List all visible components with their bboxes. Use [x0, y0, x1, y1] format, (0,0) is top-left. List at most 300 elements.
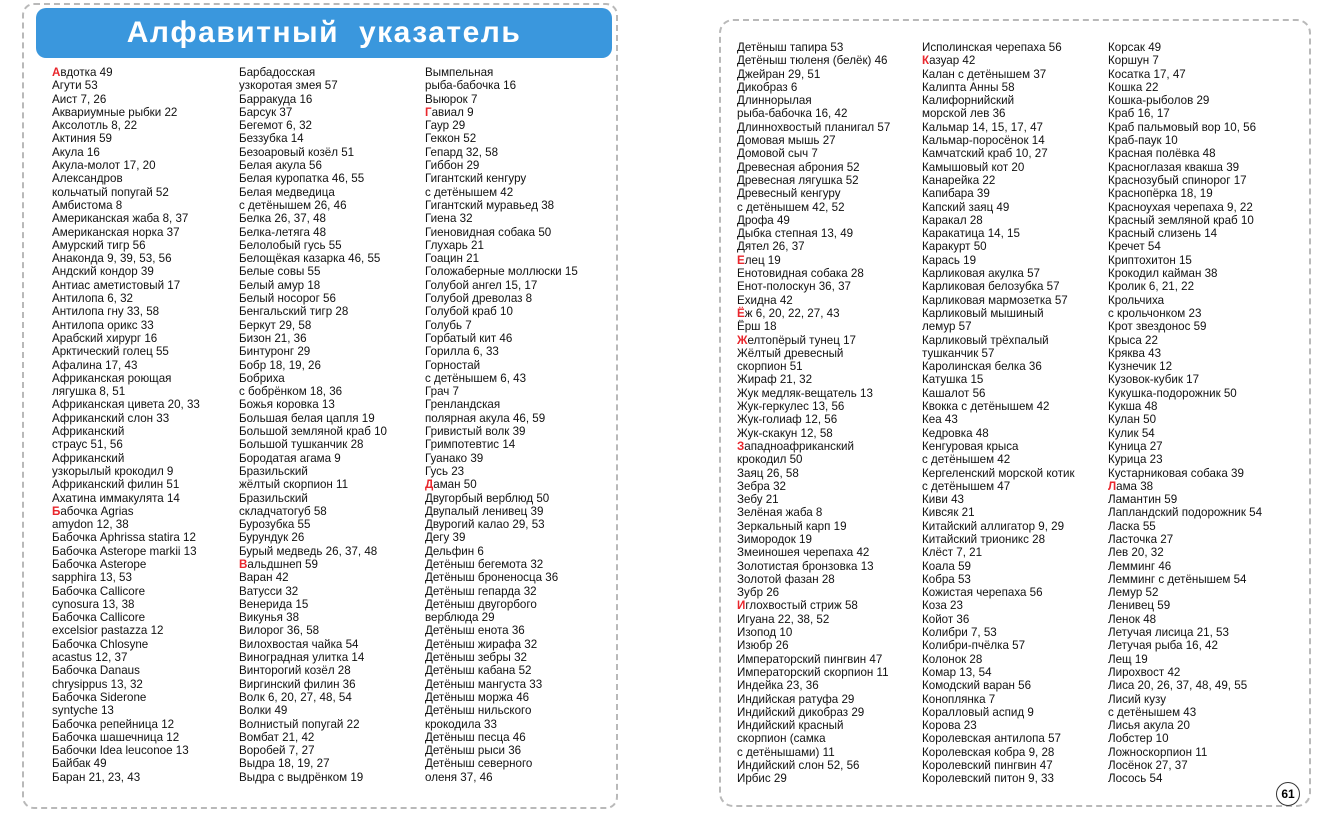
index-entry: Бенгальский тигр 28: [239, 305, 349, 319]
index-entry: Бабочка Danaus: [52, 664, 140, 678]
index-entry: Двупалый ленивец 39: [425, 504, 544, 518]
index-entry: acastus 12, 37: [52, 651, 128, 665]
index-entry: Африканский филин 51: [52, 478, 180, 492]
index-entry: Гривистый волк 39: [425, 425, 526, 439]
index-entry: Белая куропатка 46, 55: [239, 172, 365, 186]
index-entry: Детёныш зебры 32: [425, 651, 527, 665]
index-entry: Варан 42: [239, 571, 289, 585]
index-entry: Канарейка 22: [922, 173, 996, 187]
index-entry: Вымпельная: [425, 66, 494, 79]
index-entry: Бабочка Agrias: [52, 504, 134, 518]
index-entry: Арктический голец 55: [52, 345, 169, 359]
index-entry: Коала 59: [922, 559, 971, 573]
index-entry: крокодил 50: [737, 453, 803, 467]
index-entry: Королевская кобра 9, 28: [922, 745, 1055, 759]
index-entry: полярная акула 46, 59: [425, 411, 546, 425]
index-entry: cynosura 13, 38: [52, 597, 135, 611]
index-entry: Ватусси 32: [239, 584, 299, 598]
index-entry: Голожаберные моллюски 15: [425, 265, 578, 279]
index-entry: Коза 23: [922, 599, 963, 613]
index-entry: Бабочка Asterope: [52, 557, 147, 571]
index-entry: Белая медведица: [239, 185, 335, 199]
index-entry: Бурый медведь 26, 37, 48: [239, 544, 378, 558]
index-entry: Зебра 32: [737, 479, 786, 493]
index-entry: лемур 57: [922, 320, 972, 334]
index-entry: Бородатая агама 9: [239, 451, 341, 465]
index-entry: Детёныш песца 46: [425, 730, 526, 744]
page-number-badge: [1276, 782, 1300, 806]
index-entry: Крот звездонос 59: [1108, 320, 1207, 334]
index-entry: Афалина 17, 43: [52, 358, 138, 372]
index-entry: жёлтый скорпион 11: [239, 478, 349, 492]
index-entry: морской лев 36: [922, 107, 1006, 121]
index-entry: Гуанако 39: [425, 451, 484, 465]
index-entry: Карликовая мармозетка 57: [922, 293, 1068, 307]
index-entry: Бобр 18, 19, 26: [239, 358, 321, 372]
index-entry: Авдотка 49: [52, 66, 113, 79]
index-entry: Александров: [52, 172, 123, 186]
index-entry: с детёнышем 43: [1108, 705, 1197, 719]
index-entry: Золотой фазан 28: [737, 572, 835, 586]
index-entry: Детёныш северного: [425, 757, 533, 771]
index-entry: Антилопа орикс 33: [52, 318, 154, 332]
index-entry: Выюрок 7: [425, 92, 478, 106]
index-entry: Лисий кузу: [1108, 692, 1167, 706]
index-column-5: [922, 41, 1075, 786]
index-entry: Кречет 54: [1108, 240, 1161, 254]
index-entry: Гренландская: [425, 398, 501, 412]
index-entry: узкорылый крокодил 9: [52, 464, 174, 478]
index-entry: Американская норка 37: [52, 225, 180, 239]
index-entry: Лисья акула 20: [1108, 719, 1190, 733]
index-entry: Горностай: [425, 358, 481, 372]
index-entry: с крольчонком 23: [1108, 306, 1202, 320]
index-entry: Комодский варан 56: [922, 679, 1032, 693]
index-entry: Грач 7: [425, 385, 459, 399]
index-entry: Крольчиха: [1108, 293, 1165, 307]
index-entry: Колибри-пчёлка 57: [922, 639, 1026, 653]
index-entry: Бабочка репейница 12: [52, 717, 175, 731]
index-entry: Жук-голиаф 12, 56: [737, 413, 838, 427]
index-entry: Клёст 7, 21: [922, 546, 983, 560]
index-entry: Горбатый кит 46: [425, 331, 513, 345]
index-entry: Колонок 28: [922, 652, 983, 666]
index-entry: Королевская антилопа 57: [922, 732, 1061, 746]
index-entry: Летучая рыба 16, 42: [1108, 639, 1218, 653]
index-entry: с детёнышем 6, 43: [425, 371, 527, 385]
index-entry: Белая акула 56: [239, 159, 322, 173]
index-entry: Бурозубка 55: [239, 518, 311, 532]
index-entry: Голубой древолаз 8: [425, 292, 533, 306]
index-entry: Краб 16, 17: [1108, 107, 1170, 121]
index-entry: Кузнечик 12: [1108, 360, 1173, 374]
index-entry: Королевский пингвин 47: [922, 759, 1053, 773]
index-entry: Акула 16: [52, 145, 100, 159]
index-entry: Кулик 54: [1108, 426, 1155, 440]
index-entry: Детёныш тюленя (белёк) 46: [737, 54, 888, 68]
index-entry: amydon 12, 38: [52, 518, 129, 532]
index-entry: chrysippus 13, 32: [52, 677, 143, 691]
index-entry: Длиннохвостый планигал 57: [737, 120, 891, 134]
index-entry: Бабочка Asterope markii 13: [52, 544, 197, 558]
index-entry: Выдра 18, 19, 27: [239, 757, 330, 771]
index-entry: Двурогий калао 29, 53: [425, 518, 545, 532]
index-entry: Бобриха: [239, 371, 285, 385]
index-entry: Домовой сыч 7: [737, 147, 818, 161]
index-entry: Волнистый попугай 22: [239, 717, 360, 731]
index-entry: Гигантский муравьед 38: [425, 198, 555, 212]
index-entry: Беркут 29, 58: [239, 318, 312, 332]
index-entry: Бразильский: [239, 491, 308, 505]
index-entry: Корсак 49: [1108, 41, 1162, 54]
index-entry: Виргинский филин 36: [239, 677, 356, 691]
index-entry: кольчатый попугай 52: [52, 185, 169, 199]
index-entry: Бабочка Aphrissa statira 12: [52, 531, 196, 545]
index-entry: Ёрш 18: [737, 320, 777, 334]
index-entry: Жираф 21, 32: [737, 373, 813, 387]
index-entry: Каракатица 14, 15: [922, 227, 1020, 241]
index-entry: Выдра с выдрёнком 19: [239, 770, 364, 784]
index-entry: Детёныш нильского: [425, 704, 532, 718]
index-entry: Вилохвостая чайка 54: [239, 637, 359, 651]
index-entry: с детёнышем 42: [425, 185, 514, 199]
index-entry: Каракурт 50: [922, 240, 987, 254]
index-entry: Лещ 19: [1108, 652, 1148, 666]
index-entry: Лосось 54: [1108, 772, 1163, 786]
index-entry: Индийский дикобраз 29: [737, 705, 865, 719]
index-entry: Капибара 39: [922, 187, 990, 201]
index-entry: Антилопа гну 33, 58: [52, 305, 160, 319]
index-entry: Волк 6, 20, 27, 48, 54: [239, 690, 352, 704]
index-entry: Кролик 6, 21, 22: [1108, 280, 1195, 294]
index-entry: Бабочка Callicore: [52, 584, 146, 598]
index-entry: Лев 20, 32: [1108, 546, 1164, 560]
index-entry: Гиеновидная собака 50: [425, 225, 552, 239]
index-entry: Барсук 37: [239, 105, 293, 119]
index-entry: Акула-молот 17, 20: [52, 159, 156, 173]
index-column-1: [52, 66, 200, 784]
index-entry: Белка 26, 37, 48: [239, 212, 327, 226]
index-entry: Детёныш двугорбого: [425, 597, 537, 611]
index-entry: Колибри 7, 53: [922, 626, 997, 640]
index-entry: Барракуда 16: [239, 92, 313, 106]
index-entry: Вилорог 36, 58: [239, 624, 320, 638]
index-entry: Андский кондор 39: [52, 265, 154, 279]
index-entry: Кашалот 56: [922, 386, 986, 400]
index-entry: Белолобый гусь 55: [239, 238, 342, 252]
index-entry: Древесный кенгуру: [737, 187, 841, 201]
index-entry: скорпион 51: [737, 360, 803, 374]
index-entry: Игуана 22, 38, 52: [737, 612, 830, 626]
index-entry: Бинтуронг 29: [239, 345, 311, 359]
index-entry: Карликовая акулка 57: [922, 267, 1040, 281]
index-entry: Индийская ратуфа 29: [737, 692, 855, 706]
index-entry: Изюбр 26: [737, 639, 789, 653]
index-entry: Дельфин 6: [425, 544, 484, 558]
index-entry: Дятел 26, 37: [737, 240, 805, 254]
index-entry: Белый амур 18: [239, 278, 321, 292]
index-entry: Ласка 55: [1108, 519, 1156, 533]
index-entry: Кенгуровая крыса: [922, 439, 1019, 453]
index-entry: Кузовок-кубик 17: [1108, 373, 1200, 387]
index-entry: Детёныш кабана 52: [425, 664, 532, 678]
index-entry: Кукша 48: [1108, 400, 1158, 414]
index-entry: Квокка с детёнышем 42: [922, 400, 1050, 414]
index-entry: Кулан 50: [1108, 413, 1157, 427]
index-entry: Жук-скакун 12, 58: [737, 426, 833, 440]
index-entry: Бабочка Callicore: [52, 611, 146, 625]
index-entry: Вальдшнеп 59: [239, 557, 318, 571]
index-entry: Коралловый аспид 9: [922, 705, 1034, 719]
index-entry: Исполинская черепаха 56: [922, 41, 1062, 54]
index-entry: Кергеленский морской котик: [922, 466, 1075, 480]
index-entry: Викунья 38: [239, 611, 300, 625]
index-entry: с детёнышем 42, 52: [737, 200, 845, 214]
index-entry: Енотовидная собака 28: [737, 267, 864, 281]
index-entry: Даман 50: [425, 478, 477, 492]
index-entry: Краснопёрка 18, 19: [1108, 187, 1213, 201]
index-entry: Бабочка Chlosyne: [52, 637, 149, 651]
index-entry: Краб пальмовый вор 10, 56: [1108, 120, 1257, 134]
index-entry: Амбистома 8: [52, 198, 123, 212]
index-entry: лягушка 8, 51: [52, 385, 126, 399]
index-entry: Антилопа 6, 32: [52, 292, 133, 306]
index-entry: Крокодил кайман 38: [1108, 267, 1218, 281]
index-entry: Аист 7, 26: [52, 92, 107, 106]
index-entry: Воробей 7, 27: [239, 744, 315, 758]
index-entry: Виноградная улитка 14: [239, 651, 365, 665]
index-entry: Краснозубый спинорог 17: [1108, 173, 1247, 187]
index-entry: Беззубка 14: [239, 132, 304, 146]
index-entry: узкоротая змея 57: [239, 79, 338, 93]
index-entry: Карликовый мышиный: [922, 306, 1044, 320]
index-entry: Гиена 32: [425, 212, 473, 226]
page-number: 61: [1281, 787, 1295, 801]
index-entry: Голубой краб 10: [425, 305, 513, 319]
index-entry: Зубр 26: [737, 586, 780, 600]
index-entry: Золотистая бронзовка 13: [737, 559, 874, 573]
index-entry: Детёныш енота 36: [425, 624, 525, 638]
index-entry: Калипта Анны 58: [922, 80, 1015, 94]
index-entry: страус 51, 56: [52, 438, 123, 452]
index-entry: Джейран 29, 51: [737, 67, 821, 81]
index-entry: Коноплянка 7: [922, 692, 996, 706]
index-entry: Большой тушканчик 28: [239, 438, 364, 452]
index-entry: с детёнышем 42: [922, 453, 1011, 467]
index-entry: Большой земляной краб 10: [239, 425, 387, 439]
index-entry: Детёныш жирафа 32: [425, 637, 538, 651]
index-entry: оленя 37, 46: [425, 770, 493, 784]
index-entry: Карликовый трёхпалый: [922, 333, 1049, 347]
index-entry: Волки 49: [239, 704, 288, 718]
index-entry: Гиббон 29: [425, 159, 480, 173]
index-entry: Красноухая черепаха 9, 22: [1108, 200, 1253, 214]
index-entry: Зеркальный карп 19: [737, 519, 847, 533]
index-entry: Аксолотль 8, 22: [52, 119, 138, 133]
index-entry: Белые совы 55: [239, 265, 321, 279]
index-entry: Детёныш тапира 53: [737, 41, 844, 54]
index-entry: Королевский питон 9, 33: [922, 772, 1054, 786]
index-entry: Бурундук 26: [239, 531, 305, 545]
index-entry: Древесная лягушка 52: [737, 173, 859, 187]
index-entry: Детёныш мангуста 33: [425, 677, 543, 691]
index-entry: Африканская роющая: [52, 371, 172, 385]
index-entry: скорпион (самка: [737, 732, 826, 746]
index-entry: Лиса 20, 26, 37, 48, 49, 55: [1108, 679, 1248, 693]
index-entry: Дикобраз 6: [737, 80, 798, 94]
title-banner: [36, 8, 612, 58]
index-column-4: [737, 41, 890, 786]
index-entry: Кукушка-подорожник 50: [1108, 386, 1237, 400]
index-entry: Комар 13, 54: [922, 665, 992, 679]
index-entry: Зимородок 19: [737, 532, 812, 546]
index-entry: Актиния 59: [52, 132, 112, 146]
index-entry: Гусь 23: [425, 464, 465, 478]
index-entry: Вомбат 21, 42: [239, 730, 315, 744]
index-entry: Красноглазая квакша 39: [1108, 160, 1240, 174]
index-entry: Лама 38: [1108, 479, 1154, 493]
index-entry: Зелёная жаба 8: [737, 506, 823, 520]
index-entry: Куница 27: [1108, 439, 1163, 453]
index-entry: Каракал 28: [922, 213, 983, 227]
index-entry: Бегемот 6, 32: [239, 119, 312, 133]
index-entry: Катушка 15: [922, 373, 984, 387]
index-entry: Зебу 21: [737, 493, 779, 507]
index-entry: Древесная аброния 52: [737, 160, 860, 174]
index-column-2: [239, 66, 387, 784]
index-entry: Глухарь 21: [425, 238, 484, 252]
index-entry: Иглохвостый стриж 58: [737, 599, 858, 613]
index-entry: Кошка 22: [1108, 80, 1159, 94]
index-entry: Кустарниковая собака 39: [1108, 466, 1244, 480]
index-entry: Коршун 7: [1108, 54, 1159, 68]
index-entry: Елец 19: [737, 253, 781, 267]
index-entry: верблюда 29: [425, 611, 495, 625]
index-entry: Красный земляной краб 10: [1108, 213, 1254, 227]
index-entry: Корова 23: [922, 719, 977, 733]
index-entry: Безоаровый козёл 51: [239, 145, 355, 159]
index-entry: с детёнышем 26, 46: [239, 198, 347, 212]
index-entry: Калифорнийский: [922, 94, 1015, 108]
index-entry: Камчатский краб 10, 27: [922, 147, 1048, 161]
index-entry: Кальмар-поросёнок 14: [922, 134, 1045, 148]
index-entry: Американская жаба 8, 37: [52, 212, 189, 226]
index-entry: Кряква 43: [1108, 346, 1162, 360]
index-entry: Жук-геркулес 13, 56: [737, 400, 845, 414]
index-entry: Лемминг с детёнышем 54: [1108, 572, 1247, 586]
index-entry: Императорский пингвин 47: [737, 652, 883, 666]
index-entry: Венерида 15: [239, 597, 309, 611]
index-entry: с бобрёнком 18, 36: [239, 385, 343, 399]
index-entry: Божья коровка 13: [239, 398, 335, 412]
index-entry: Китайский аллигатор 9, 29: [922, 519, 1065, 533]
index-column-3: [425, 66, 578, 784]
index-entry: Голубой ангел 15, 17: [425, 278, 538, 292]
index-entry: Анаконда 9, 39, 53, 56: [52, 252, 172, 266]
index-entry: Африканский: [52, 425, 125, 439]
index-entry: Детёныш броненосца 36: [425, 571, 559, 585]
index-entry: Голубь 7: [425, 318, 472, 332]
index-entry: Детёныш бегемота 32: [425, 557, 544, 571]
index-entry: Детёныш гепарда 32: [425, 584, 537, 598]
index-entry: Африканский слон 33: [52, 411, 170, 425]
index-entry: Белка-летяга 48: [239, 225, 327, 239]
index-entry: Гримпотевтис 14: [425, 438, 516, 452]
index-entry: Геккон 52: [425, 132, 477, 146]
index-entry: Ирбис 29: [737, 772, 787, 786]
index-entry: Киви 43: [922, 493, 964, 507]
index-entry: Бабочка шашечница 12: [52, 730, 180, 744]
index-entry: Китайский трионикс 28: [922, 532, 1046, 546]
index-entry: Каролинская белка 36: [922, 360, 1042, 374]
index-entry: Белощёкая казарка 46, 55: [239, 252, 381, 266]
index-entry: Антиас аметистовый 17: [52, 278, 181, 292]
index-entry: Кожистая черепаха 56: [922, 586, 1043, 600]
index-entry: складчатогуб 58: [239, 504, 327, 518]
index-entry: Карликовая белозубка 57: [922, 280, 1060, 294]
index-entry: Жёлтый древесный: [737, 346, 844, 360]
index-entry: Капский заяц 49: [922, 200, 1010, 214]
index-entry: Лосёнок 27, 37: [1108, 759, 1188, 773]
index-entry: Змеиношея черепаха 42: [737, 546, 870, 560]
index-entry: Дегу 39: [425, 531, 466, 545]
index-entry: Длиннорылая: [737, 94, 812, 108]
index-entry: Заяц 26, 58: [737, 466, 799, 480]
index-entry: Ласточка 27: [1108, 532, 1174, 546]
index-entry: Гаур 29: [425, 119, 466, 133]
index-entry: Бразильский: [239, 464, 308, 478]
index-entry: Калан с детёнышем 37: [922, 67, 1047, 81]
index-entry: Ленок 48: [1108, 612, 1157, 626]
index-entry: Белый носорог 56: [239, 292, 336, 306]
index-entry: Барбадосская: [239, 66, 316, 79]
index-entry: Лобстер 10: [1108, 732, 1169, 746]
index-entry: sapphira 13, 53: [52, 571, 132, 585]
index-entry: Криптохитон 15: [1108, 253, 1192, 267]
index-entry: Дрофа 49: [737, 213, 790, 227]
index-entry: Бабочка Siderone: [52, 690, 147, 704]
index-entry: рыба-бабочка 16, 42: [737, 107, 848, 121]
index-entry: Дыбка степная 13, 49: [737, 227, 854, 241]
index-entry: с детёнышами) 11: [737, 745, 835, 759]
index-entry: Горилла 6, 33: [425, 345, 499, 359]
index-entry: рыба-бабочка 16: [425, 79, 517, 93]
index-entry: Кивсяк 21: [922, 506, 975, 520]
index-entry: Желтопёрый тунец 17: [737, 333, 856, 347]
index-entry: Камышовый кот 20: [922, 160, 1025, 174]
index-entry: Лемур 52: [1108, 586, 1159, 600]
page-title: Алфавитный указатель: [126, 16, 522, 49]
index-entry: Красная полёвка 48: [1108, 147, 1216, 161]
index-entry: Карась 19: [922, 253, 977, 267]
index-column-6: [1108, 41, 1262, 786]
index-entry: Байбак 49: [52, 757, 107, 771]
index-entry: Курица 23: [1108, 453, 1163, 467]
index-entry: Летучая лисица 21, 53: [1108, 626, 1229, 640]
index-entry: Ламантин 59: [1108, 493, 1178, 507]
index-entry: Ехидна 42: [737, 293, 793, 307]
index-entry: Африканская цивета 20, 33: [52, 398, 200, 412]
index-entry: Изопод 10: [737, 626, 793, 640]
index-entry: Домовая мышь 27: [737, 134, 836, 148]
index-entry: Лемминг 46: [1108, 559, 1172, 573]
index-entry: Африканский: [52, 451, 125, 465]
index-entry: Ёж 6, 20, 22, 27, 43: [737, 306, 840, 320]
index-entry: Западноафриканский: [737, 439, 854, 453]
index-entry: Ленивец 59: [1108, 599, 1171, 613]
index-entry: Кошка-рыболов 29: [1108, 94, 1210, 108]
index-entry: Ахатина иммакулята 14: [52, 491, 180, 505]
